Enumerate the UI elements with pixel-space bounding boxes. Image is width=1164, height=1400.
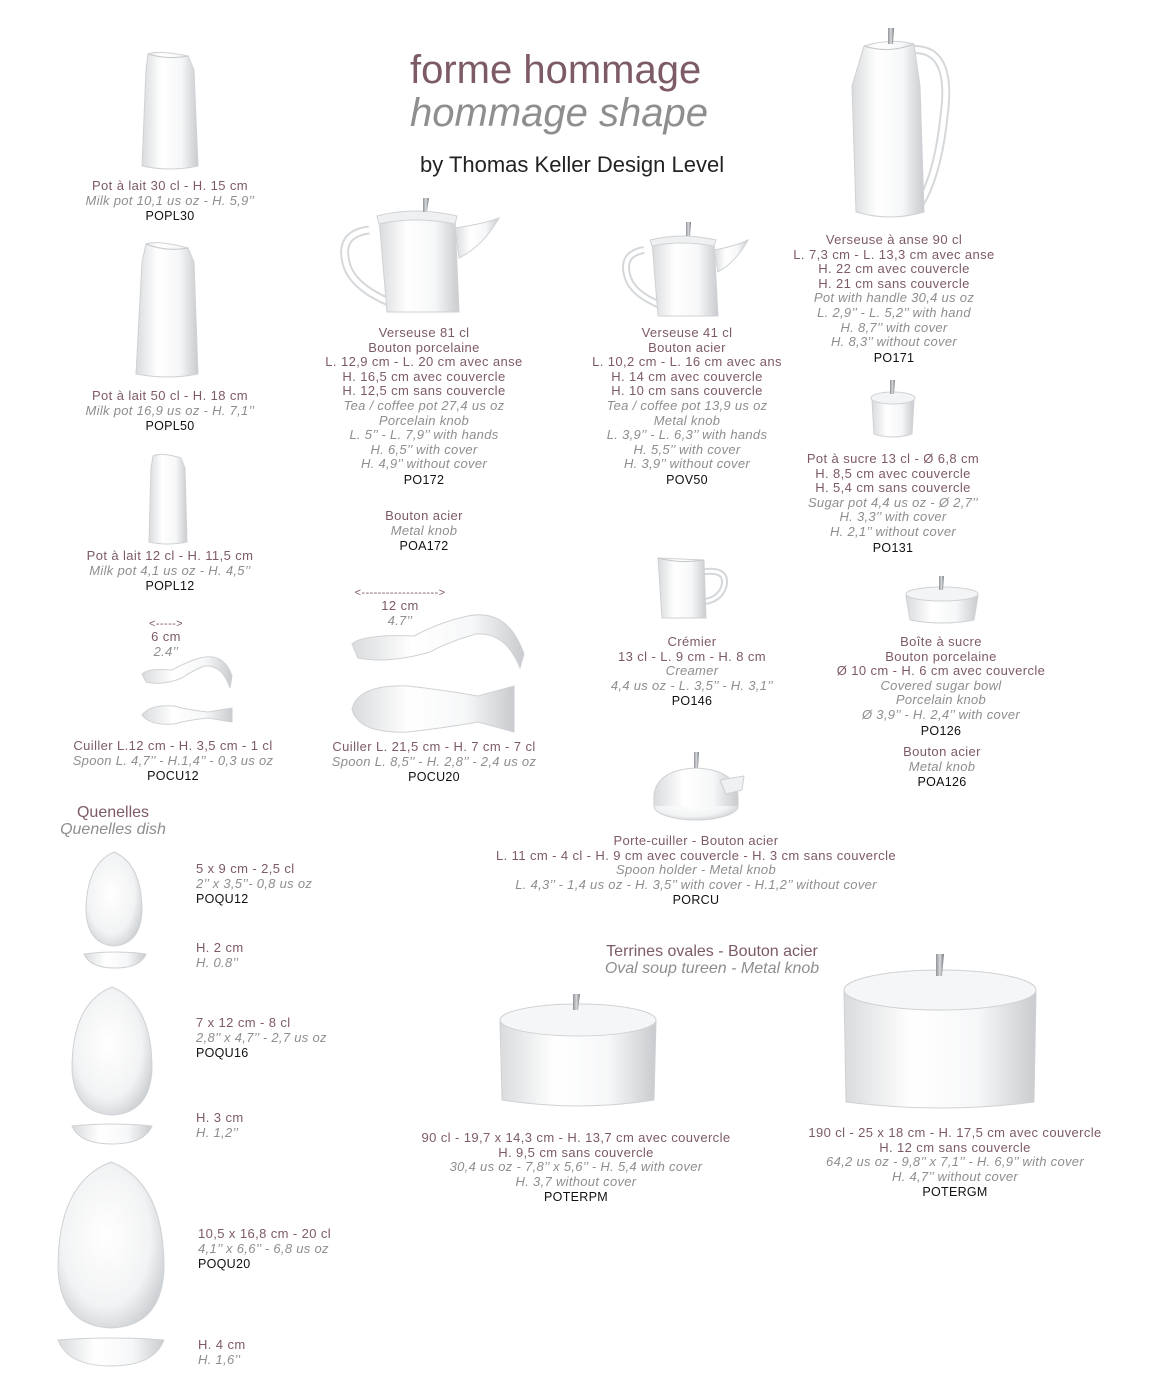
dimension-in: 2.4’’ <box>153 643 179 659</box>
product-en-line: Spoon holder - Metal knob <box>616 862 776 878</box>
product-block-pocu20 <box>314 740 554 785</box>
product-fr-line: 190 cl - 25 x 18 cm - H. 17,5 cm avec couvercle <box>808 1125 1102 1140</box>
quenelle-spec-20 <box>198 1227 331 1272</box>
product-en-line: L. 4,3’’ - 1,4 us oz - H. 3,5’’ with cover - H.1,2’’ without cover <box>515 876 877 892</box>
product-code: PO131 <box>872 540 914 555</box>
product-en-line: Metal knob <box>390 522 458 538</box>
product-en-line: H. 3,3’’ with cover <box>839 509 947 525</box>
product-fr-line: Verseuse à anse 90 cl <box>825 232 963 247</box>
designer-byline: by Thomas Keller Design Level <box>420 152 725 177</box>
creamer-image <box>654 556 730 622</box>
product-fr-line: 13 cl - L. 9 cm - H. 8 cm <box>618 648 766 664</box>
quenelle-height-16 <box>196 1111 244 1140</box>
dimension-arrow: <-------------------> <box>354 587 446 599</box>
spoon-holder-image <box>650 750 746 824</box>
product-fr-line: Bouton acier <box>903 744 981 759</box>
product-fr-line: Crémier <box>667 634 717 649</box>
dimension-in: 4.7’’ <box>387 612 413 628</box>
product-en-line: Porcelain knob <box>378 412 470 428</box>
product-en-line: H. 2,1’’ without cover <box>829 523 957 539</box>
quenelle-dish-12-side-image <box>82 950 148 970</box>
product-en-line: Covered sugar bowl <box>880 677 1002 693</box>
small-spoon-top-image <box>138 700 238 730</box>
product-fr-line: L. 10,2 cm - L. 16 cm avec ans <box>592 354 782 370</box>
product-en-line: 30,4 us oz - 7,8’’ x 5,6’’ - H. 5,4 with cover <box>449 1159 703 1175</box>
section-title-fr: Terrines ovales - Bouton acier <box>606 943 818 960</box>
product-block-po131 <box>790 452 996 555</box>
product-fr-line: L. 11 cm - 4 cl - H. 9 cm avec couvercle - H. 3 cm sans couvercle <box>496 847 896 863</box>
product-en-line: Porcelain knob <box>895 692 987 708</box>
product-fr-line: H. 16,5 cm avec couvercle <box>342 368 506 384</box>
product-fr-line: 90 cl - 19,7 x 14,3 cm - H. 13,7 cm avec couvercle <box>421 1130 731 1145</box>
quenelle-dish-16-top-image <box>70 985 154 1117</box>
product-code: PO171 <box>873 350 915 365</box>
product-fr-line: Ø 10 cm - H. 6 cm avec couvercle <box>836 663 1046 679</box>
product-fr-line: 5 x 9 cm - 2,5 cl <box>196 861 295 876</box>
page-title: forme hommage <box>410 48 702 92</box>
product-fr-line: Porte-cuiller - Bouton acier <box>613 833 779 848</box>
large-spoon-top-image <box>348 678 518 740</box>
product-fr-line: 10,5 x 16,8 cm - 20 cl <box>198 1226 332 1241</box>
section-title-fr: Quenelles <box>76 804 150 821</box>
quenelle-dish-12-top-image <box>84 850 144 948</box>
product-en-line: Spoon L. 4,7’’ - H.1,4’’ - 0,3 us oz <box>72 752 274 768</box>
product-en-line: Pot with handle 30,4 us oz <box>813 290 975 306</box>
product-en-line: Creamer <box>665 663 719 679</box>
large-tureen-image <box>840 952 1040 1114</box>
product-fr-line: H. 8,5 cm avec couvercle <box>815 465 971 481</box>
product-fr-line: H. 14 cm avec couvercle <box>611 368 763 384</box>
product-fr-line: H. 21 cm sans couvercle <box>818 275 970 291</box>
dimension-cm: 6 cm <box>151 629 181 644</box>
product-fr-line: L. 7,3 cm - L. 13,3 cm avec anse <box>793 246 995 262</box>
product-block-potergm <box>770 1126 1140 1200</box>
height-cm: H. 2 cm <box>196 940 244 955</box>
product-block-po126 <box>812 635 1070 738</box>
product-fr-line: Bouton acier <box>648 339 726 355</box>
product-block-pov50 <box>574 326 800 488</box>
product-en-line: 4,4 us oz - L. 3,5’’ - H. 3,1’’ <box>610 677 774 693</box>
dimension-cm: 12 cm <box>381 598 419 613</box>
product-en-line: 64,2 us oz - 9,8’’ x 7,1’’ - H. 6,9’’ with cover <box>826 1154 1084 1170</box>
pot-with-handle-image <box>850 26 950 222</box>
product-en-line: H. 8,7’’ with cover <box>840 319 948 335</box>
product-en-line: 2’’ x 3,5’’- 0,8 us oz <box>196 875 313 891</box>
milk-pot-50-image <box>132 240 204 380</box>
product-en-line: H. 5,5’’ with cover <box>633 441 741 457</box>
product-code: POA172 <box>399 539 449 554</box>
product-fr-line: 7 x 12 cm - 8 cl <box>196 1015 291 1030</box>
product-block-poterpm <box>398 1131 754 1205</box>
product-fr-line: H. 9,5 cm sans couvercle <box>498 1144 654 1160</box>
product-block-po146 <box>592 635 792 709</box>
covered-sugar-bowl-image <box>902 576 982 626</box>
product-fr-line: Bouton porcelaine <box>885 648 997 664</box>
product-fr-line: Verseuse 81 cl <box>378 325 470 340</box>
product-block-po172 <box>302 326 546 488</box>
quenelles-heading <box>40 804 186 838</box>
product-code: POTERGM <box>922 1185 988 1200</box>
product-code: POQU16 <box>196 1046 249 1061</box>
product-en-line: Sugar pot 4,4 us oz - Ø 2,7’’ <box>807 494 979 510</box>
product-code: PO146 <box>671 694 713 709</box>
product-block-poa126 <box>862 745 1022 790</box>
product-fr-line: Pot à sucre 13 cl - Ø 6,8 cm <box>806 451 980 466</box>
product-en-line: L. 2,9’’ - L. 5,2’’ with hand <box>817 304 971 320</box>
quenelle-dish-20-side-image <box>56 1336 166 1368</box>
product-fr-line: Bouton acier <box>385 508 463 523</box>
dimension-arrow: <-----> <box>149 618 183 630</box>
quenelle-height-20 <box>198 1338 246 1367</box>
product-fr-line: Cuiller L.12 cm - H. 3,5 cm - 1 cl <box>73 738 273 753</box>
product-code: POPL30 <box>145 209 195 224</box>
product-block-popl12 <box>70 549 270 594</box>
product-en-line: 4,1’’ x 6,6’’ - 6,8 us oz <box>198 1240 329 1256</box>
product-fr-line: Pot à lait 30 cl - H. 15 cm <box>91 178 249 193</box>
height-cm: H. 3 cm <box>196 1110 244 1125</box>
small-tureen-image <box>498 992 658 1112</box>
product-block-pocu12 <box>60 739 286 784</box>
product-fr-line: H. 22 cm avec couvercle <box>818 261 970 277</box>
product-fr-line: L. 12,9 cm - L. 20 cm avec anse <box>325 354 523 370</box>
large-spoon-side-image <box>348 608 528 668</box>
product-en-line: H. 8,3’’ without cover <box>830 334 958 350</box>
milk-pot-12-image <box>145 452 191 546</box>
small-spoon-side-image <box>138 652 238 692</box>
product-fr-line: Bouton porcelaine <box>368 339 480 355</box>
product-code: POTERPM <box>544 1190 608 1205</box>
product-code: POPL12 <box>145 579 195 594</box>
product-en-line: H. 3,7 without cover <box>515 1173 637 1189</box>
product-fr-line: H. 5,4 cm sans couvercle <box>815 480 971 496</box>
product-code: PO126 <box>920 723 962 738</box>
product-en-line: Milk pot 10,1 us oz - H. 5,9’’ <box>85 192 255 208</box>
product-en-line: H. 4,7’’ without cover <box>891 1168 1019 1184</box>
product-en-line: Milk pot 16,9 us oz - H. 7,1’’ <box>85 402 255 418</box>
product-code: POQU20 <box>198 1257 251 1272</box>
product-en-line: H. 6,5’’ with cover <box>370 441 478 457</box>
product-en-line: Spoon L. 8,5’’ - H. 2,8’’ - 2,4 us oz <box>331 753 537 769</box>
product-code: POPL50 <box>145 419 195 434</box>
quenelle-spec-16 <box>196 1016 327 1061</box>
product-code: POA126 <box>917 775 967 790</box>
height-cm: H. 4 cm <box>198 1337 246 1352</box>
product-fr-line: H. 12 cm sans couvercle <box>879 1139 1031 1155</box>
product-block-po171 <box>774 233 1014 365</box>
product-code: POCU20 <box>408 770 460 785</box>
quenelle-dish-20-top-image <box>56 1160 166 1330</box>
product-block-porcu <box>466 834 926 908</box>
product-en-line: Metal knob <box>653 412 721 428</box>
product-block-poa172 <box>344 509 504 554</box>
product-code: POV50 <box>666 472 708 487</box>
height-in: H. 0.8’’ <box>196 954 239 970</box>
product-en-line: Metal knob <box>908 758 976 774</box>
product-en-line: Ø 3,9’’ - H. 2,4’’ with cover <box>861 706 1020 722</box>
product-en-line: 2,8’’ x 4,7’’ - 2,7 us oz <box>196 1029 327 1045</box>
product-code: POCU12 <box>147 769 199 784</box>
product-fr-line: Boîte à sucre <box>900 634 982 649</box>
product-block-popl30 <box>70 179 270 224</box>
product-fr-line: H. 12,5 cm sans couvercle <box>342 383 506 399</box>
product-en-line: H. 4,9’’ without cover <box>360 456 488 472</box>
product-fr-line: Pot à lait 12 cl - H. 11,5 cm <box>86 548 254 563</box>
product-fr-line: H. 10 cm sans couvercle <box>611 383 763 399</box>
product-code: POQU12 <box>196 892 249 907</box>
product-fr-line: Cuiller L. 21,5 cm - H. 7 cm - 7 cl <box>332 739 536 754</box>
section-title-en: Oval soup tureen - Metal knob <box>604 960 820 977</box>
quenelle-height-12 <box>196 941 244 970</box>
product-block-popl50 <box>70 389 270 434</box>
section-title-en: Quenelles dish <box>60 821 166 838</box>
teapot-81-image <box>343 194 503 318</box>
product-en-line: L. 5’’ - L. 7,9’’ with hands <box>349 427 499 443</box>
product-fr-line: Verseuse 41 cl <box>641 325 733 340</box>
quenelle-dish-16-side-image <box>70 1122 154 1146</box>
tureens-heading <box>560 943 864 977</box>
product-code: PORCU <box>672 893 720 908</box>
height-in: H. 1,2’’ <box>196 1124 239 1140</box>
height-in: H. 1,6’’ <box>198 1351 241 1367</box>
teapot-41-image <box>624 222 752 320</box>
product-en-line: H. 3,9’’ without cover <box>623 456 751 472</box>
sugar-pot-image <box>868 378 918 440</box>
product-en-line: Milk pot 4,1 us oz - H. 4,5’’ <box>89 562 251 578</box>
page-subtitle: hommage shape <box>410 91 708 135</box>
product-en-line: L. 3,9’’ - L. 6,3’’ with hands <box>606 427 768 443</box>
quenelle-spec-12 <box>196 862 312 907</box>
product-en-line: Tea / coffee pot 27,4 us oz <box>343 397 505 413</box>
product-en-line: Tea / coffee pot 13,9 us oz <box>606 397 768 413</box>
milk-pot-30-image <box>138 50 202 172</box>
product-code: PO172 <box>403 472 445 487</box>
product-fr-line: Pot à lait 50 cl - H. 18 cm <box>91 388 249 403</box>
